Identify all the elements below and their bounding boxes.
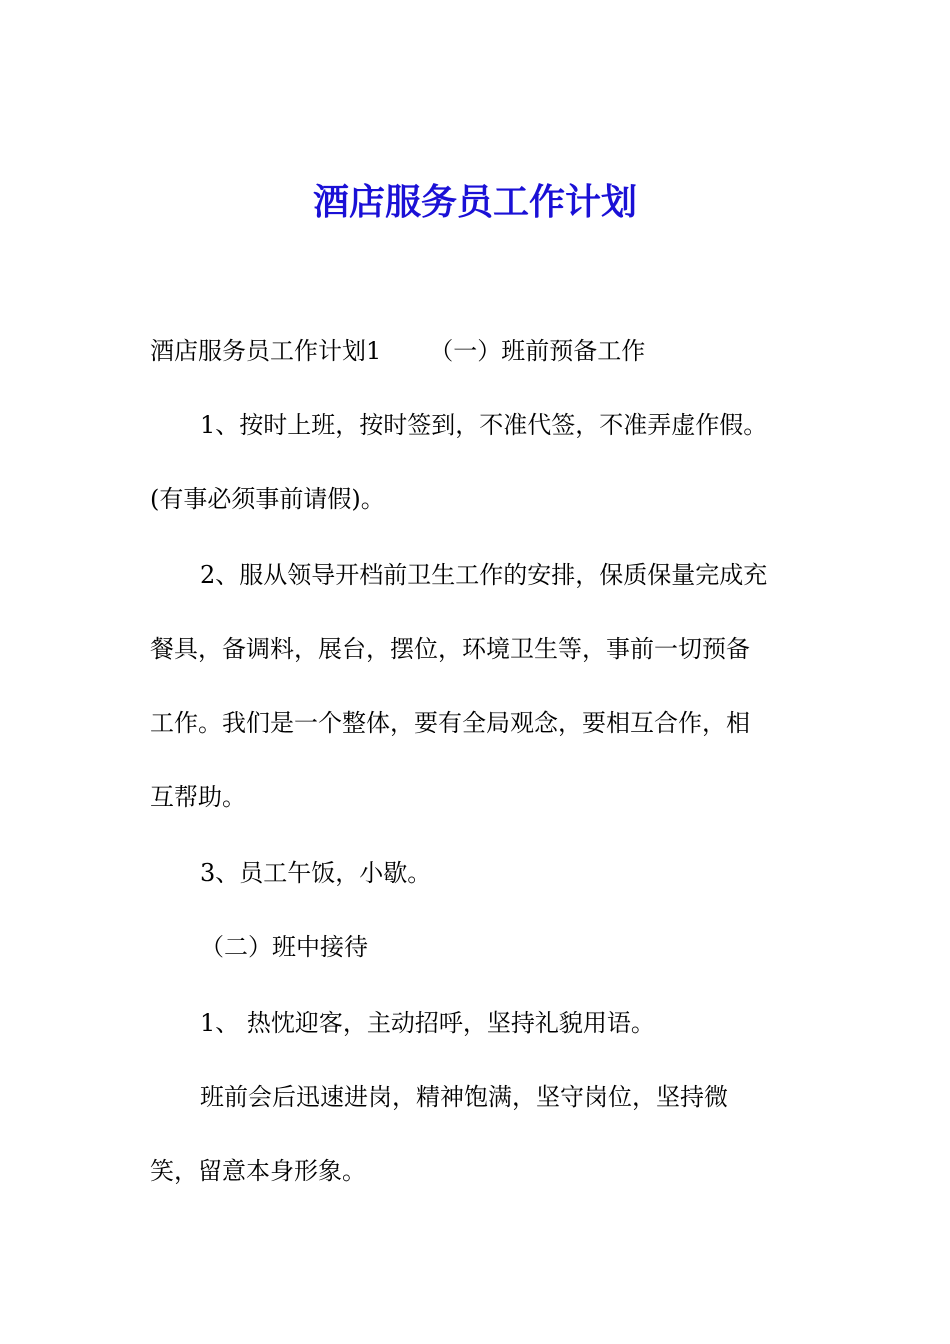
paragraph-line: 互帮助。 [150, 783, 246, 811]
paragraph-line: 1、按时上班，按时签到，不准代签，不准弄虚作假。 [200, 411, 768, 439]
paragraph-line: 2、服从领导开档前卫生工作的安排，保质保量完成充 [200, 561, 768, 589]
paragraph-line: 1、 热忱迎客，主动招呼，坚持礼貌用语。 [200, 1009, 655, 1037]
intro-heading: 酒店服务员工作计划1 [150, 337, 382, 365]
paragraph-line: 餐具，备调料，展台，摆位，环境卫生等，事前一切预备 [150, 635, 750, 663]
intro-line [150, 335, 645, 367]
paragraph-line: 工作。我们是一个整体，要有全局观念，要相互合作，相 [150, 709, 750, 737]
paragraph-line: 笑，留意本身形象。 [150, 1157, 366, 1185]
paragraph-line: 3、员工午饭，小歇。 [200, 859, 432, 887]
document-title: 酒店服务员工作计划 [312, 181, 637, 223]
section-heading-2: （二）班中接待 [200, 933, 368, 961]
section-heading-1: （一）班前预备工作 [429, 337, 646, 365]
paragraph-line: (有事必须事前请假)。 [150, 485, 385, 513]
paragraph-line: 班前会后迅速进岗，精神饱满，坚守岗位，坚持微 [200, 1083, 728, 1111]
